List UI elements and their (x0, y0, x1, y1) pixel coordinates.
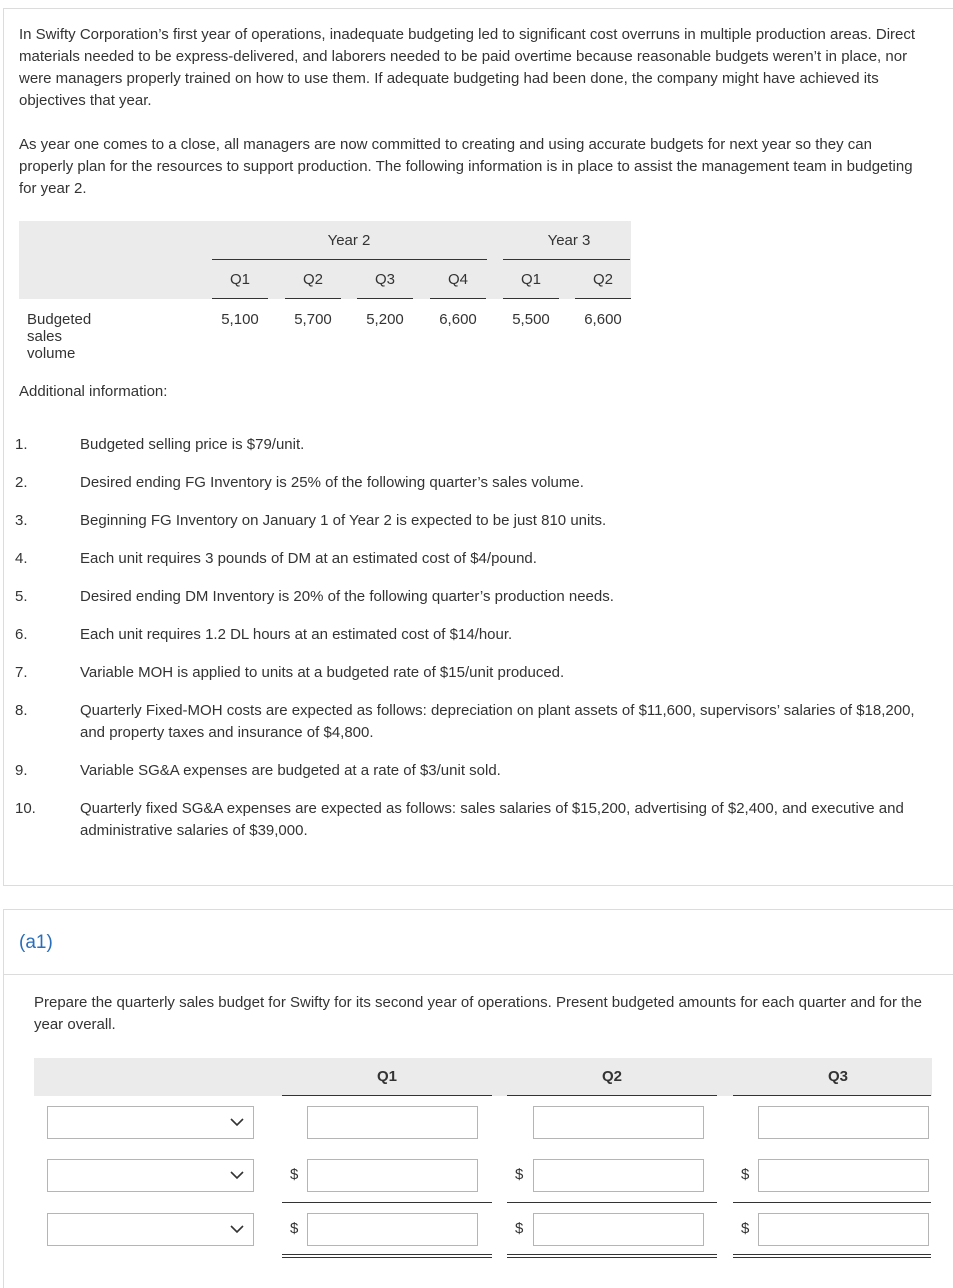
intro-paragraph-1: In Swifty Corporation’s first year of operations, inadequate budgeting led to significant cost overruns in multiple production areas. Direct materials needed to be express-delivered, and laborers needed to be paid overtime because reasonable budgets weren’t in place, nor were managers properly trained on how to use them. If adequate budgeting had been done, the company might have achieved its objectives that year. (19, 26, 916, 109)
year-3-rule (503, 259, 630, 260)
total-double-rule (507, 1257, 717, 1258)
q2-amount-input[interactable] (533, 1213, 704, 1246)
list-text: Each unit requires 1.2 DL hours at an estimated cost of $14/hour. (80, 626, 513, 643)
dollar-sign: $ (741, 1220, 750, 1237)
quarter-rule (430, 298, 486, 299)
total-double-rule (507, 1254, 717, 1255)
list-text: Quarterly fixed SG&A expenses are expected as follows: sales salaries of $15,200, advertising of $2,400, and executive and administrative salaries of $39,000. (80, 800, 904, 839)
sales-volume-value: 6,600 (439, 310, 477, 328)
q2-amount-input[interactable] (533, 1159, 704, 1192)
quarter-heading: Q1 (229, 270, 250, 288)
part-a1-label: (a1) (19, 932, 53, 953)
subtotal-rule (507, 1202, 717, 1203)
list-number: 8. (15, 702, 28, 719)
q1-amount-input[interactable] (307, 1213, 478, 1246)
chevron-down-icon (229, 1114, 245, 1130)
column-heading-q1: Q1 (376, 1068, 397, 1085)
sales-volume-value: 6,600 (584, 310, 622, 328)
list-number: 1. (15, 436, 28, 453)
subtotal-rule (733, 1202, 931, 1203)
additional-info-label: Additional information: (19, 383, 168, 400)
list-number: 10. (15, 800, 36, 817)
quarter-rule (503, 298, 559, 299)
row-label-select[interactable] (47, 1213, 254, 1246)
column-rule (282, 1095, 492, 1096)
sales-volume-value: 5,700 (294, 310, 332, 328)
dollar-sign: $ (290, 1220, 299, 1237)
list-text: Quarterly Fixed-MOH costs are expected as follows: depreciation on plant assets of $11,600, supervisors’ salaries of $18,200, and property taxes and insurance of $4,800. (80, 702, 915, 741)
sales-volume-value: 5,200 (366, 310, 404, 328)
year-2-heading: Year 2 (327, 231, 371, 249)
quarter-heading: Q4 (447, 270, 468, 288)
total-double-rule (282, 1257, 492, 1258)
list-text: Desired ending DM Inventory is 20% of the following quarter’s production needs. (80, 588, 614, 605)
list-number: 6. (15, 626, 28, 643)
list-number: 3. (15, 512, 28, 529)
dollar-sign: $ (741, 1166, 750, 1183)
list-number: 5. (15, 588, 28, 605)
q1-amount-input[interactable] (307, 1159, 478, 1192)
dollar-sign: $ (290, 1166, 299, 1183)
column-heading-q3: Q3 (827, 1068, 848, 1085)
quarter-rule (212, 298, 268, 299)
dollar-sign: $ (515, 1220, 524, 1237)
year-3-heading: Year 3 (547, 231, 591, 249)
chevron-down-icon (229, 1221, 245, 1237)
q3-amount-input[interactable] (758, 1106, 929, 1139)
row-label-select[interactable] (47, 1159, 254, 1192)
intro-paragraph-2: As year one comes to a close, all managers are now committed to creating and using accurate budgets for next year so they can properly plan for the resources to support production. The following information is in place to assist the management team in budgeting for year 2. (19, 136, 913, 197)
q2-amount-input[interactable] (533, 1106, 704, 1139)
list-text: Beginning FG Inventory on January 1 of Year 2 is expected to be just 810 units. (80, 512, 607, 529)
part-a1-prompt: Prepare the quarterly sales budget for Swifty for its second year of operations. Present budgeted amounts for each quarter and for the year overall. (34, 994, 923, 1033)
sales-volume-value: 5,100 (221, 310, 259, 328)
list-text: Variable SG&A expenses are budgeted at a rate of $3/unit sold. (80, 762, 501, 779)
list-number: 2. (15, 474, 28, 491)
chevron-down-icon (229, 1167, 245, 1183)
list-text: Budgeted selling price is $79/unit. (80, 436, 305, 453)
dollar-sign: $ (515, 1166, 524, 1183)
problem-panel (3, 8, 953, 886)
list-text: Desired ending FG Inventory is 25% of the following quarter’s sales volume. (80, 474, 584, 491)
part-a1-panel (3, 909, 953, 1288)
quarter-rule (285, 298, 341, 299)
quarter-heading: Q3 (374, 270, 395, 288)
part-a1-divider (4, 974, 953, 975)
column-heading-q2: Q2 (601, 1068, 622, 1085)
quarter-heading: Q2 (592, 270, 613, 288)
quarter-rule (357, 298, 413, 299)
q3-amount-input[interactable] (758, 1159, 929, 1192)
list-number: 7. (15, 664, 28, 681)
sales-volume-value: 5,500 (512, 310, 550, 328)
row-label-select[interactable] (47, 1106, 254, 1139)
total-double-rule (282, 1254, 492, 1255)
column-rule (507, 1095, 717, 1096)
total-double-rule (733, 1257, 931, 1258)
sales-volume-row-label: Budgeted sales volume (27, 310, 92, 362)
q1-amount-input[interactable] (307, 1106, 478, 1139)
q3-amount-input[interactable] (758, 1213, 929, 1246)
subtotal-rule (282, 1202, 492, 1203)
quarter-heading: Q1 (520, 270, 541, 288)
quarter-rule (575, 298, 631, 299)
total-double-rule (733, 1254, 931, 1255)
list-text: Each unit requires 3 pounds of DM at an estimated cost of $4/pound. (80, 550, 537, 567)
year-2-rule (212, 259, 487, 260)
list-number: 9. (15, 762, 28, 779)
quarter-heading: Q2 (302, 270, 323, 288)
column-rule (733, 1095, 931, 1096)
list-text: Variable MOH is applied to units at a budgeted rate of $15/unit produced. (80, 664, 565, 681)
list-number: 4. (15, 550, 28, 567)
